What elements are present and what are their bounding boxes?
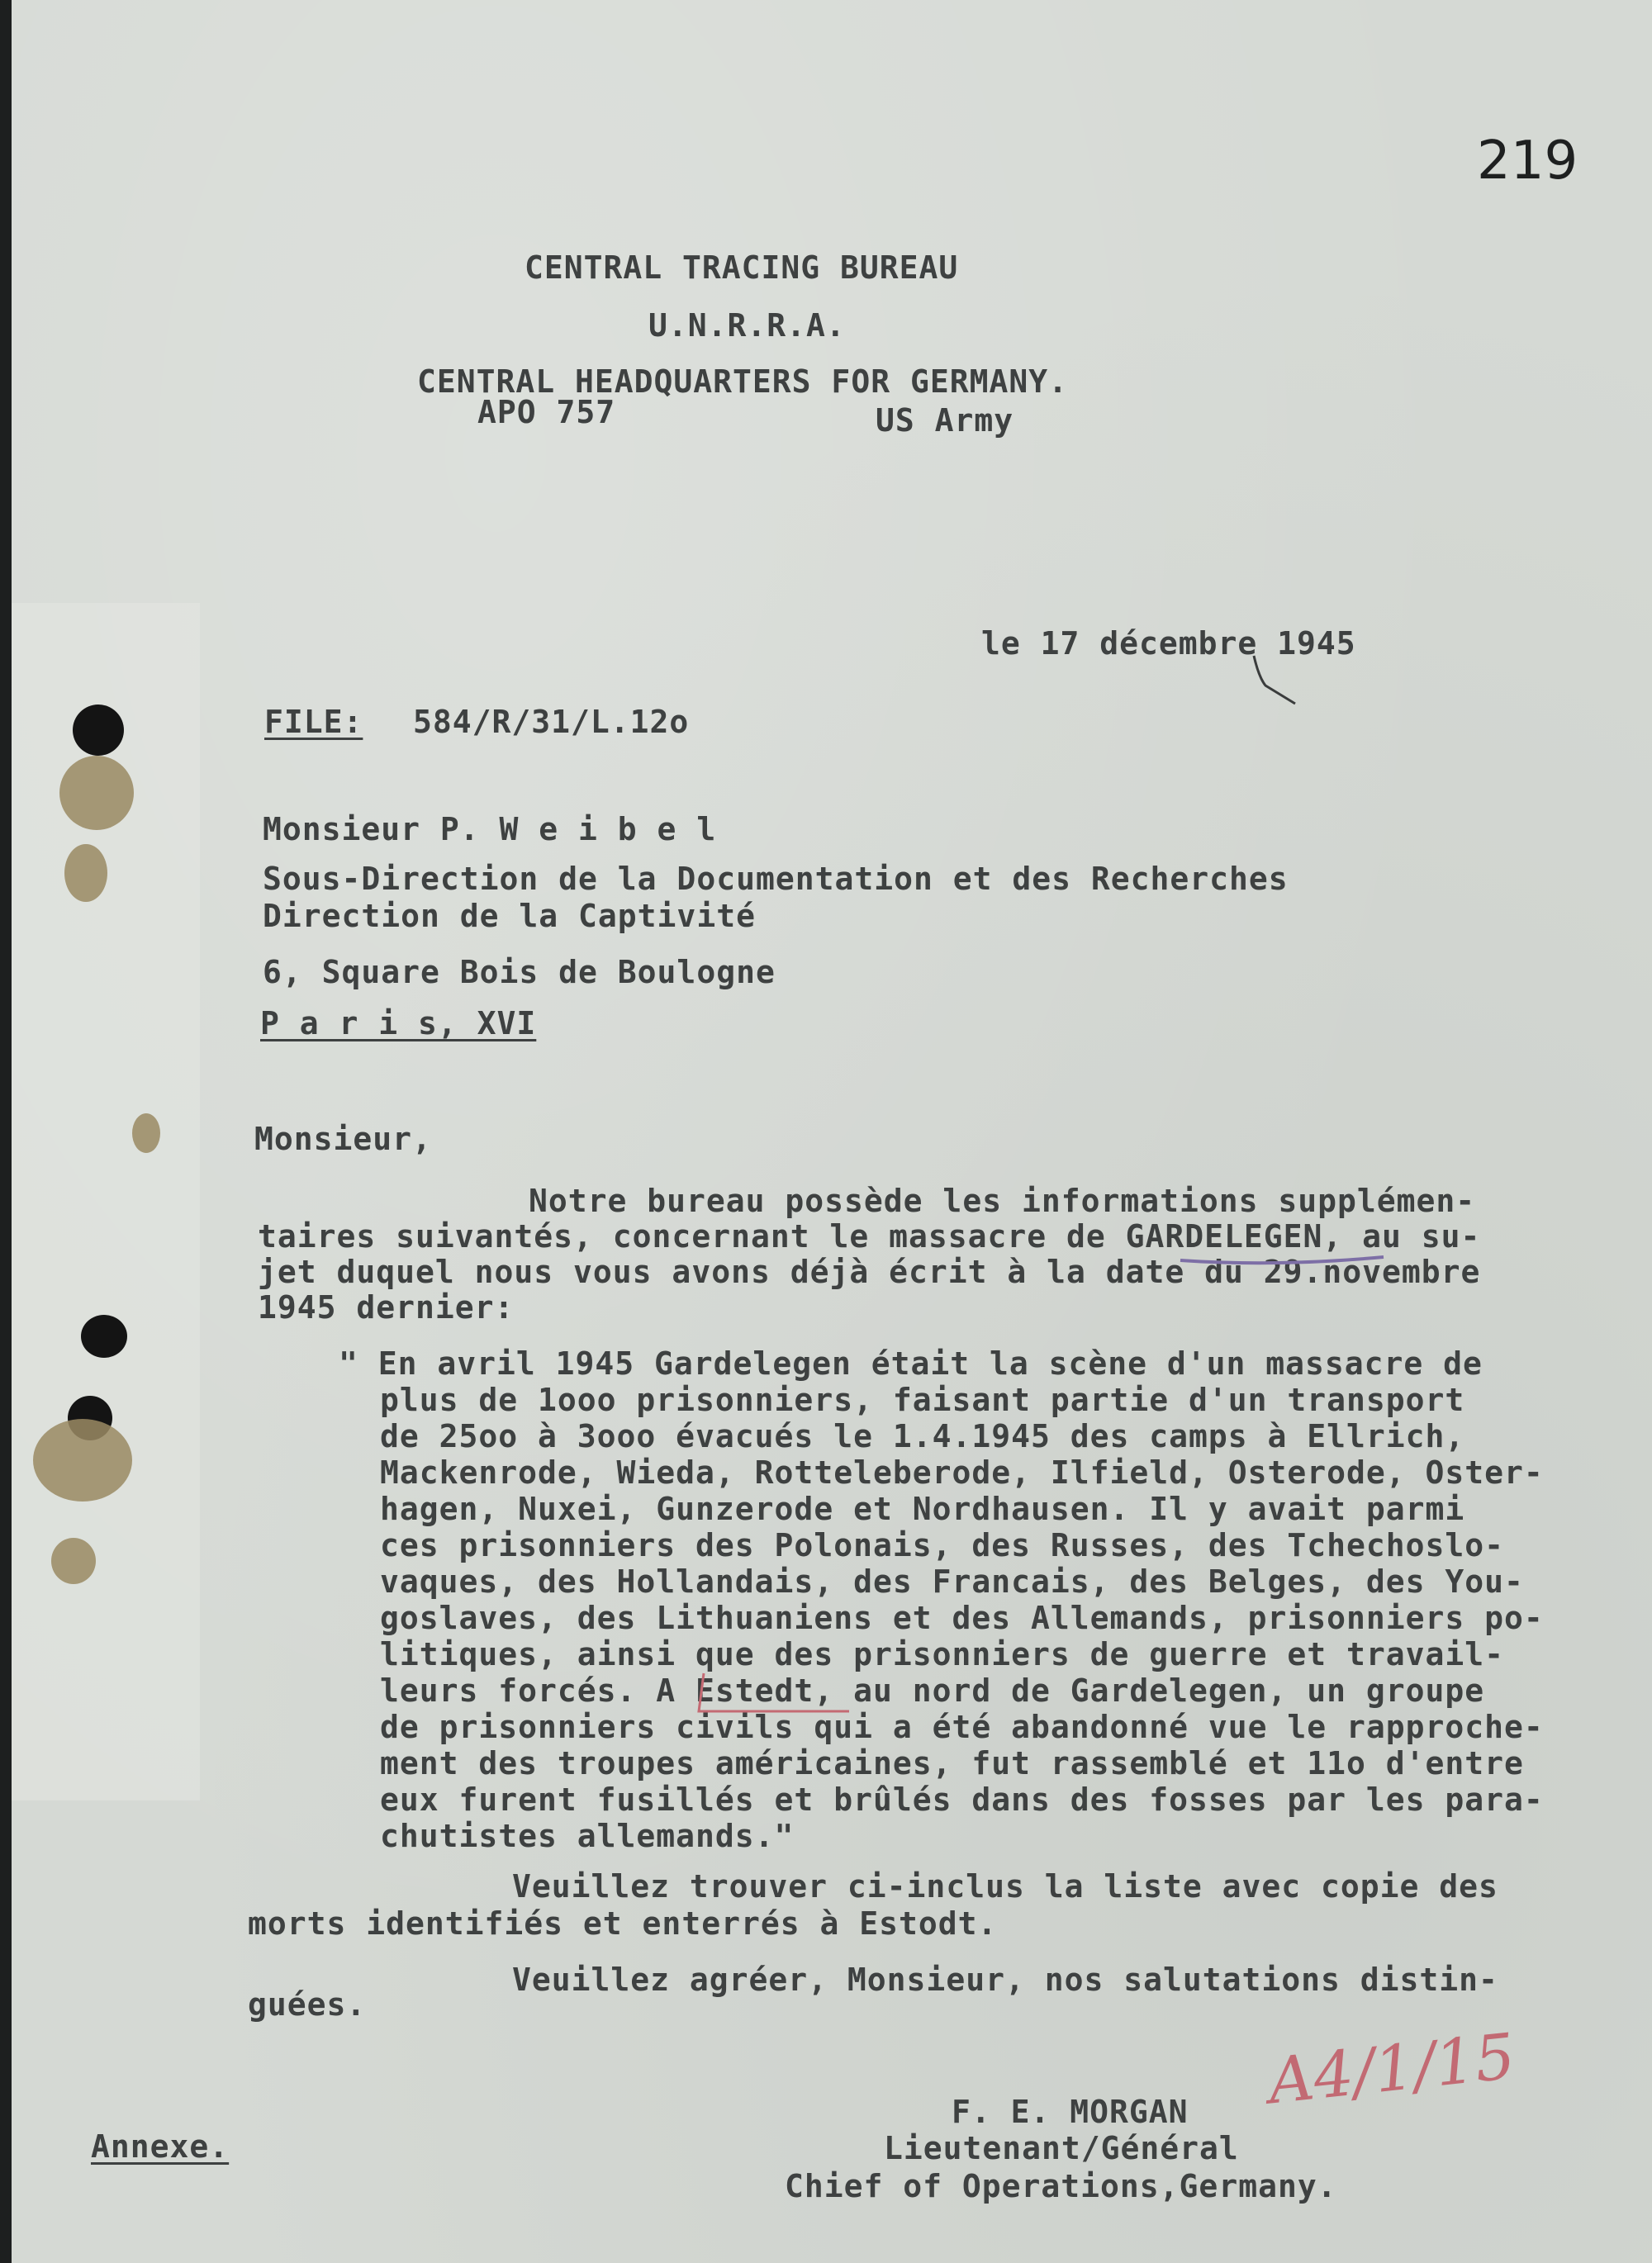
quote-line: eux furent fusillés et brûlés dans des fosses par les para- bbox=[380, 1781, 1544, 1818]
rust-stain bbox=[64, 844, 107, 902]
rust-stain bbox=[132, 1113, 160, 1153]
intro-line: Notre bureau possède les informations supplémen- bbox=[529, 1183, 1476, 1219]
signature-title: Chief of Operations,Germany. bbox=[785, 2168, 1337, 2204]
recipient-dept-2: Direction de la Captivité bbox=[263, 898, 756, 934]
quote-line: ment des troupes américaines, fut rassemblé et 11o d'entre bbox=[380, 1745, 1524, 1781]
scan-edge bbox=[0, 0, 12, 2263]
recipient-street: 6, Square Bois de Boulogne bbox=[263, 954, 776, 990]
closing-line: Veuillez trouver ci-inclus la liste avec copie des bbox=[512, 1868, 1498, 1905]
quote-line: de 25oo à 3ooo évacués le 1.4.1945 des camps à Ellrich, bbox=[380, 1418, 1465, 1454]
letterhead-apo: APO 757 bbox=[477, 394, 616, 430]
punch-hole bbox=[73, 705, 124, 756]
signature-rank: Lieutenant/Général bbox=[884, 2130, 1239, 2166]
salutation: Monsieur, bbox=[254, 1121, 432, 1157]
quote-line: vaques, des Hollandais, des Francais, des Belges, des You- bbox=[380, 1563, 1524, 1600]
recipient-city: P a r i s, XVI bbox=[260, 1005, 537, 1041]
signature-name: F. E. MORGAN bbox=[952, 2094, 1189, 2130]
recipient-dept-1: Sous-Direction de la Documentation et des Recherches bbox=[263, 861, 1289, 897]
intro-line: taires suivantés, concernant le massacre de GARDELEGEN, au su- bbox=[258, 1218, 1481, 1255]
handwritten-note: A4/1/15 bbox=[1265, 2019, 1519, 2118]
letterhead-army: US Army bbox=[876, 402, 1014, 439]
rust-stain bbox=[33, 1419, 132, 1502]
quote-line: " En avril 1945 Gardelegen était la scène d'un massacre de bbox=[339, 1345, 1483, 1382]
file-number: 584/R/31/L.12o bbox=[413, 704, 690, 740]
quote-line: leurs forcés. A Estedt, au nord de Gardelegen, un groupe bbox=[380, 1672, 1485, 1709]
pencil-bracket-estedt bbox=[692, 1670, 857, 1720]
intro-line: jet duquel nous vous avons déjà écrit à la date du 29.novembre bbox=[258, 1254, 1481, 1290]
closing-line: Veuillez agréer, Monsieur, nos salutations distin- bbox=[512, 1962, 1498, 1998]
page-number: 219 bbox=[1477, 130, 1578, 192]
intro-line: 1945 dernier: bbox=[258, 1289, 515, 1326]
closing-line: morts identifiés et enterrés à Estodt. bbox=[248, 1905, 998, 1942]
rust-stain bbox=[51, 1538, 96, 1584]
recipient-name: Monsieur P. W e i b e l bbox=[263, 811, 717, 847]
quote-line: de prisonniers civils qui a été abandonné vue le rapproche- bbox=[380, 1709, 1544, 1745]
quote-line: litiques, ainsi que des prisonniers de guerre et travail- bbox=[380, 1636, 1505, 1672]
pencil-underline-gardelegen bbox=[1177, 1245, 1392, 1270]
quote-line: Mackenrode, Wieda, Rotteleberode, Ilfield, Osterode, Oster- bbox=[380, 1454, 1544, 1491]
annex-label: Annexe. bbox=[91, 2128, 230, 2165]
quote-line: plus de 1ooo prisonniers, faisant partie d'un transport bbox=[380, 1382, 1465, 1418]
letterhead-org: U.N.R.R.A. bbox=[648, 307, 846, 344]
letterhead-hq: CENTRAL HEADQUARTERS FOR GERMANY. bbox=[417, 363, 1068, 400]
pen-tick-mark bbox=[1247, 652, 1305, 710]
quote-line: hagen, Nuxei, Gunzerode et Nordhausen. Il y avait parmi bbox=[380, 1491, 1465, 1527]
quote-line: chutistes allemands." bbox=[380, 1818, 795, 1854]
letterhead-bureau: CENTRAL TRACING BUREAU bbox=[525, 249, 959, 286]
punch-hole bbox=[81, 1315, 127, 1358]
rust-stain bbox=[59, 756, 134, 830]
letter-date: le 17 décembre 1945 bbox=[981, 625, 1356, 662]
closing-line: guées. bbox=[248, 1986, 367, 2023]
file-label: FILE: bbox=[264, 704, 363, 740]
quote-line: ces prisonniers des Polonais, des Russes, des Tchechoslo- bbox=[380, 1527, 1505, 1563]
quote-line: goslaves, des Lithuaniens et des Allemands, prisonniers po- bbox=[380, 1600, 1544, 1636]
